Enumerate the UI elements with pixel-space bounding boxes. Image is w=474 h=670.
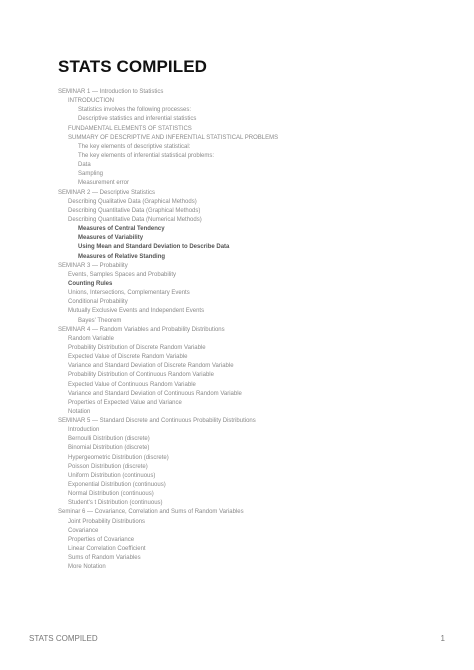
toc-entry[interactable]: Properties of Covariance bbox=[68, 536, 135, 543]
toc-entry[interactable]: SEMINAR 2 — Descriptive Statistics bbox=[58, 189, 156, 196]
toc-entry[interactable]: Probability Distribution of Continuous Random Variable bbox=[68, 372, 214, 379]
toc-entry[interactable]: Descriptive statistics and inferential statistics bbox=[78, 116, 197, 123]
toc-entry[interactable]: Using Mean and Standard Deviation to Describe Data bbox=[78, 244, 230, 251]
table-of-contents bbox=[58, 88, 278, 572]
toc-entry[interactable]: Probability Distribution of Discrete Random Variable bbox=[68, 344, 206, 351]
toc-entry[interactable]: Measures of Relative Standing bbox=[78, 253, 166, 260]
toc-entry[interactable]: Variance and Standard Deviation of Continuous Random Variable bbox=[68, 390, 242, 397]
toc-entry[interactable]: SEMINAR 3 — Probability bbox=[58, 262, 128, 269]
toc-entry[interactable]: Seminar 6 — Covariance, Correlation and Sums of Random Variables bbox=[58, 509, 244, 516]
document-title: STATS COMPILED bbox=[58, 57, 208, 76]
toc-entry[interactable]: Conditional Probability bbox=[68, 299, 128, 306]
toc-entry[interactable]: Notation bbox=[68, 408, 91, 415]
toc-entry[interactable]: INTRODUCTION bbox=[68, 98, 114, 105]
toc-entry[interactable]: Measures of Central Tendency bbox=[78, 226, 165, 233]
toc-entry[interactable]: Mutually Exclusive Events and Independent Events bbox=[68, 308, 205, 315]
footer-title: STATS COMPILED bbox=[29, 634, 98, 643]
toc-entry[interactable]: Properties of Expected Value and Variance bbox=[68, 399, 182, 406]
toc-entry[interactable]: Measurement error bbox=[78, 180, 130, 187]
toc-entry[interactable]: Random Variable bbox=[68, 335, 114, 342]
toc-entry[interactable]: Bayes' Theorem bbox=[78, 317, 122, 324]
toc-entry[interactable]: Counting Rules bbox=[68, 280, 113, 287]
page-number: 1 bbox=[440, 634, 445, 643]
toc-entry[interactable]: The key elements of descriptive statistical: bbox=[78, 143, 191, 150]
toc-entry[interactable]: Events, Samples Spaces and Probability bbox=[68, 271, 177, 278]
toc-entry[interactable]: SUMMARY OF DESCRIPTIVE AND INFERENTIAL STATISTICAL PROBLEMS bbox=[68, 134, 279, 141]
toc-entry[interactable]: Measures of Variability bbox=[78, 235, 144, 242]
toc-entry[interactable]: Variance and Standard Deviation of Discrete Random Variable bbox=[68, 363, 234, 370]
toc-entry[interactable]: Unions, Intersections, Complementary Events bbox=[68, 290, 190, 297]
toc-entry[interactable]: The key elements of inferential statistical problems: bbox=[78, 152, 215, 159]
toc-entry[interactable]: SEMINAR 5 — Standard Discrete and Continuous Probability Distributions bbox=[58, 418, 256, 425]
toc-entry[interactable]: Describing Quantitative Data (Numerical Methods) bbox=[68, 216, 202, 223]
toc-entry[interactable]: Describing Quantitative Data (Graphical Methods) bbox=[68, 207, 201, 214]
toc-entry[interactable]: Sampling bbox=[78, 171, 104, 178]
toc-entry[interactable]: Exponential Distribution (continuous) bbox=[68, 482, 166, 489]
toc-entry[interactable]: Linear Correlation Coefficient bbox=[68, 546, 146, 553]
toc-entry[interactable]: Student's t Distribution (continuous) bbox=[68, 500, 163, 507]
toc-entry[interactable]: Expected Value of Continuous Random Variable bbox=[68, 381, 196, 388]
toc-entry[interactable]: Joint Probability Distributions bbox=[68, 518, 146, 525]
toc-entry[interactable]: Poisson Distribution (discrete) bbox=[68, 463, 148, 470]
toc-entry[interactable]: Sums of Random Variables bbox=[68, 555, 141, 562]
toc-entry[interactable]: Describing Qualitative Data (Graphical Methods) bbox=[68, 198, 197, 205]
toc-entry[interactable]: Binomial Distribution (discrete) bbox=[68, 445, 150, 452]
toc-entry[interactable]: Covariance bbox=[68, 527, 99, 534]
toc-entry[interactable]: Bernoulli Distribution (discrete) bbox=[68, 436, 150, 443]
toc-entry[interactable]: SEMINAR 4 — Random Variables and Probability Distributions bbox=[58, 326, 225, 333]
toc-entry[interactable]: SEMINAR 1 — Introduction to Statistics bbox=[58, 89, 164, 95]
toc-entry[interactable]: More Notation bbox=[68, 564, 106, 571]
toc-entry[interactable]: Expected Value of Discrete Random Variable bbox=[68, 354, 188, 361]
toc-entry[interactable]: Statistics involves the following processes: bbox=[78, 107, 192, 114]
toc-entry[interactable]: Data bbox=[78, 162, 91, 169]
toc-entry[interactable]: FUNDAMENTAL ELEMENTS OF STATISTICS bbox=[68, 125, 192, 132]
toc-entry[interactable]: Introduction bbox=[68, 427, 100, 434]
toc-entry[interactable]: Uniform Distribution (continuous) bbox=[68, 472, 156, 479]
toc-entry[interactable]: Normal Distribution (continuous) bbox=[68, 491, 154, 498]
toc-entry[interactable]: Hypergeometric Distribution (discrete) bbox=[68, 454, 169, 461]
